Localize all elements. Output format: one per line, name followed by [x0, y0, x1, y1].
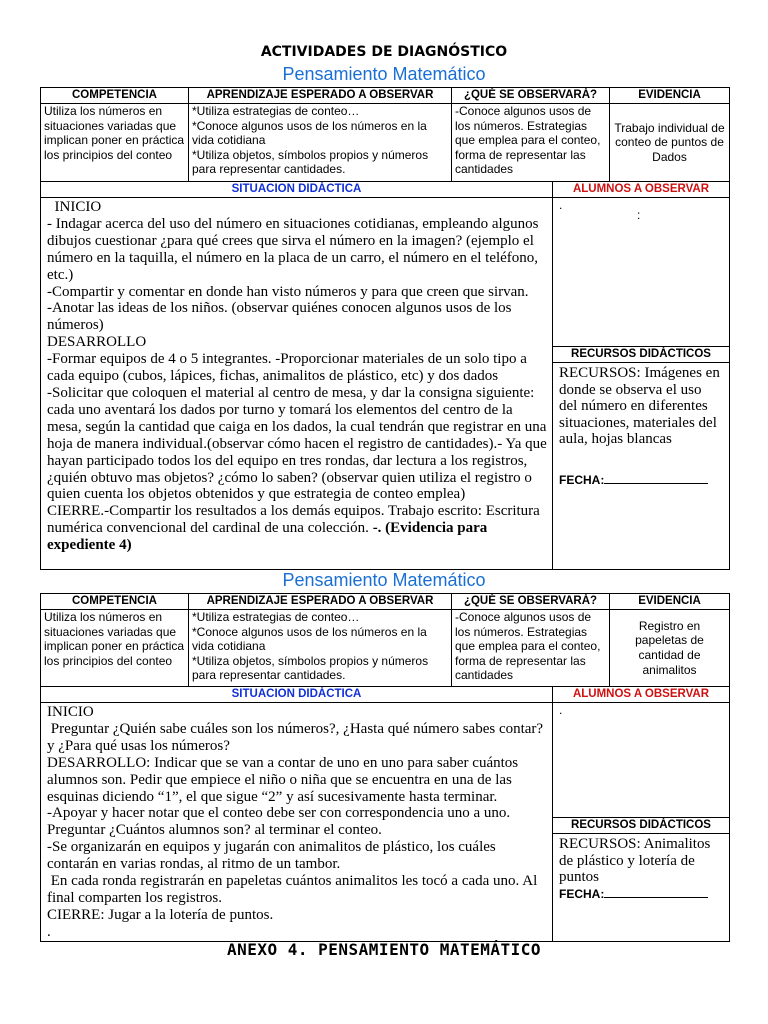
- aprendizaje-cell: [189, 104, 452, 182]
- aprendizaje-item: *Utiliza objetos, símbolos propios y números para representar cantidades.: [192, 147, 429, 177]
- alumnos-header: ALUMNOS A OBSERVAR: [553, 687, 730, 703]
- situacion-line: -Compartir y comentar en donde han visto números y para que creen que sirvan.: [47, 283, 529, 300]
- aprendizaje-item: *Utiliza estrategias de conteo…: [192, 104, 360, 118]
- header-observara: ¿QUÉ SE OBSERVARÁ?: [452, 88, 610, 104]
- evidencia-cell: Trabajo individual de conteo de puntos de Dados: [610, 104, 730, 182]
- aprendizaje-item: *Utiliza estrategias de conteo…: [192, 610, 360, 624]
- situacion-line: -Anotar las ideas de los niños. (observar quiénes conocen algunos usos de los números): [47, 300, 512, 334]
- evidencia-note: -. (Evidencia para expediente 4): [47, 520, 488, 554]
- situacion-line: -Apoyar y hacer notar que el conteo debe ser con correspondencia uno a uno. Preguntar ¿Cuántos alumnos son? al terminar el conteo.: [47, 805, 511, 839]
- fecha-line: [604, 886, 708, 898]
- header-aprendizaje: APRENDIZAJE ESPERADO A OBSERVAR: [189, 88, 452, 104]
- header-competencia: COMPETENCIA: [41, 594, 189, 610]
- observara-cell: -Conoce algunos usos de los números. Estrategias que emplea para el conteo, forma de representar las cantidades: [452, 104, 610, 182]
- competencia-cell: Utiliza los números en situaciones variadas que implican poner en práctica los principios del conteo: [41, 104, 189, 182]
- aprendizaje-item: *Utiliza objetos, símbolos propios y números para representar cantidades.: [192, 653, 429, 683]
- header-evidencia: EVIDENCIA: [610, 594, 730, 610]
- right-column: [553, 198, 730, 570]
- header-observara: ¿QUÉ SE OBSERVARÁ?: [452, 594, 610, 610]
- observara-cell: -Conoce algunos usos de los números. Estrategias que emplea para el conteo, forma de representar las cantidades: [452, 610, 610, 687]
- situacion-line: - Indagar acerca del uso del número en situaciones cotidianas, empleando algunos dibujos cuestionar ¿para qué crees que sirva el número en la imagen? (ejemplo el número en la taquilla, el número en la placa de un carro, el número en el teléfono, etc.): [47, 215, 539, 283]
- situacion-line: Preguntar ¿Quién sabe cuáles son los números?, ¿Hasta qué número sabes contar? y ¿Para qué usas los números?: [47, 720, 547, 754]
- situacion-line: En cada ronda registrarán en papeletas cuántos animalitos les tocó a cada uno. Al final comparten los registros.: [47, 873, 541, 906]
- alumnos-area: [553, 198, 729, 346]
- alumnos-mark: :: [637, 208, 641, 222]
- evidencia-cell: Registro en papeletas de cantidad de animalitos: [610, 610, 730, 687]
- document-title: ACTIVIDADES DE DIAGNÓSTICO: [260, 44, 508, 60]
- recursos-text: RECURSOS: Imágenes en donde se observa el uso del número en diferentes situaciones, materiales del aula, hojas blancas: [559, 365, 720, 447]
- competencia-cell: Utiliza los números en situaciones variadas que implican poner en práctica los principios del conteo: [41, 610, 189, 687]
- fecha-label: FECHA:: [559, 472, 605, 487]
- fecha-label: FECHA:: [559, 886, 605, 901]
- aprendizaje-item: *Conoce algunos usos de los números en la vida cotidiana: [192, 118, 427, 148]
- situacion-line: DESARROLLO: Indicar que se van a contar de uno en uno para saber cuántos alumnos son. Pedir que empiece el niño o niña que se encuentra en una de las esquinas diciendo “1”, el que sigue “2” y así sucesivamente hasta terminar.: [47, 754, 519, 805]
- recursos-text: RECURSOS: Animalitos de plástico y lotería de puntos: [559, 836, 711, 885]
- situacion-line: -Se organizarán en equipos y jugarán con animalitos de plástico, los cuáles contarán en varias rondas, al ritmo de un tambor.: [47, 839, 496, 873]
- situacion-line: CIERRE: Jugar a la lotería de puntos.: [47, 906, 274, 923]
- alumnos-mark: .: [559, 198, 563, 212]
- situacion-header: SITUACION DIDÁCTICA: [41, 182, 553, 198]
- activity-table-2: [40, 593, 730, 942]
- fecha-field: [553, 472, 729, 487]
- recursos-header: RECURSOS DIDÁCTICOS: [553, 346, 729, 363]
- alumnos-header: ALUMNOS A OBSERVAR: [553, 182, 730, 198]
- situacion-line: DESARROLLO: [47, 334, 147, 351]
- situacion-header: SITUACION DIDÁCTICA: [41, 687, 553, 703]
- alumnos-area: [553, 703, 729, 817]
- fecha-line: [604, 472, 708, 484]
- situacion-line: -Formar equipos de 4 o 5 integrantes. -Proporcionar materiales de un solo tipo a cada equipo (cubos, lápices, fichas, animalitos de plástico, etc) y dos dados: [47, 351, 527, 385]
- subject-title-2: Pensamiento Matemático: [282, 570, 486, 590]
- aprendizaje-item: *Conoce algunos usos de los números en la vida cotidiana: [192, 624, 427, 654]
- situacion-line: INICIO: [47, 704, 94, 720]
- alumnos-mark: .: [559, 703, 563, 717]
- situacion-line: [47, 503, 548, 554]
- activity-table-1: [40, 87, 730, 570]
- header-aprendizaje: APRENDIZAJE ESPERADO A OBSERVAR: [189, 594, 452, 610]
- cierre-text: CIERRE.-Compartir los resultados a los demás equipos. Trabajo escrito: Escritura numérica convencional del cardinal de una colección.: [47, 503, 540, 537]
- situacion-line: -Solicitar que coloquen el material al centro de mesa, y dar la consigna siguiente: cada uno aventará los dados por turno y tomará los elementos del centro de la mesa, según la cantidad que caiga en los dados, la cual tendrán que registrar en una hoja de manera individual.(observar cómo hacen el registro de cantidades).- Ya que hayan participado todos los del equipo en tres rondas, dar lectura a los registros, ¿quién obtuvo mas objetos? ¿cómo lo saben? (observar quien utiliza el registro o quien cuenta los objetos obtenidos y que estrategia de conteo emplea): [47, 384, 547, 503]
- situacion-line: INICIO: [47, 199, 102, 215]
- header-competencia: COMPETENCIA: [41, 88, 189, 104]
- header-evidencia: EVIDENCIA: [610, 88, 730, 104]
- fecha-field: [553, 886, 729, 901]
- situacion-cell: [41, 198, 553, 570]
- recursos-header: RECURSOS DIDÁCTICOS: [553, 817, 729, 834]
- situacion-line: .: [47, 923, 51, 940]
- subject-title-1: Pensamiento Matemático: [282, 64, 486, 84]
- right-column: [553, 703, 730, 942]
- footer-annex: ANEXO 4. PENSAMIENTO MATEMÁTICO: [226, 940, 542, 959]
- situacion-cell: [41, 703, 553, 942]
- aprendizaje-cell: [189, 610, 452, 687]
